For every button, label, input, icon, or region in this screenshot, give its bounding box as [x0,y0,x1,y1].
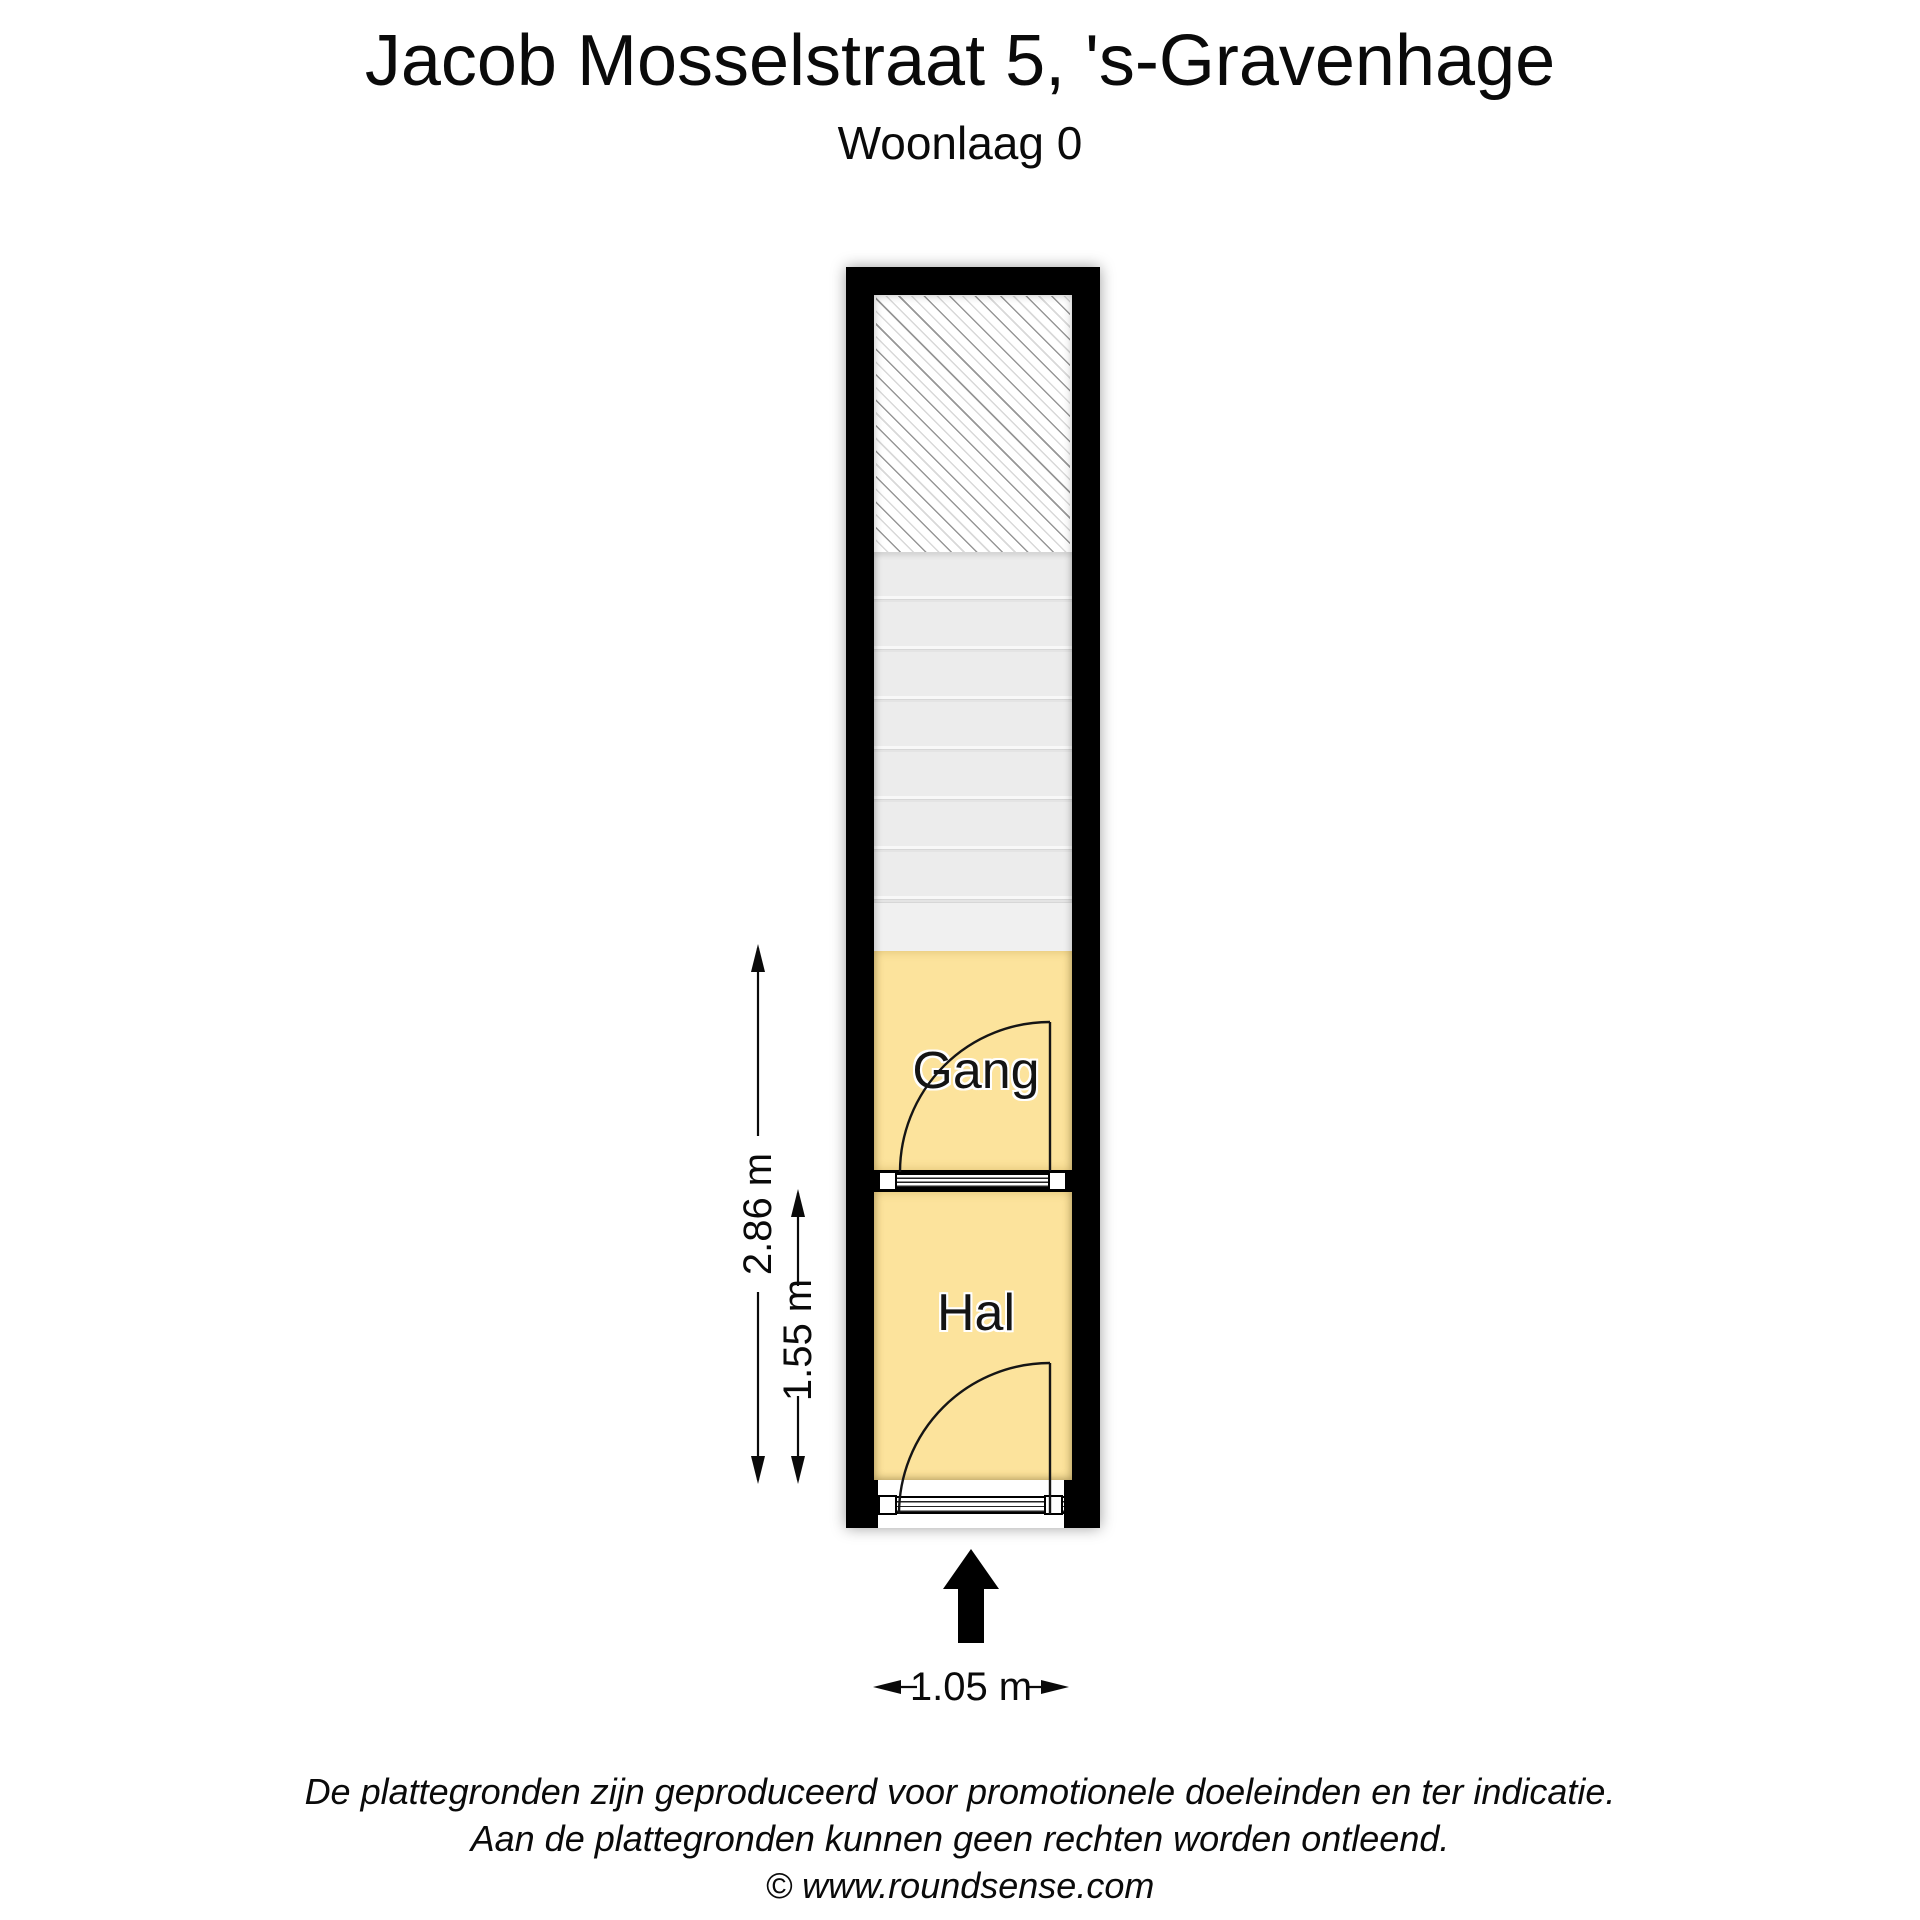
page-title: Jacob Mosselstraat 5, 's-Gravenhage [364,21,1556,101]
void-hatch-area [876,296,1070,552]
dimension-label-hal-height: 1.55 m [776,1278,820,1402]
entrance-arrow-icon [943,1549,999,1643]
entrance-threshold [880,1496,1064,1514]
disclaimer-line-1: De plattegronden zijn geproduceerd voor promotionele doeleinden en ter indicatie. [304,1771,1616,1812]
dimension-label-width: 1.05 m [909,1665,1033,1709]
room-label-gang: Gang [912,1042,1040,1100]
staircase-landing [874,902,1072,952]
disclaimer-line-2: Aan de plattegronden kunnen geen rechten worden ontleend. [470,1818,1450,1859]
entrance-jamb-right [1044,1495,1063,1515]
dimension-label-overall-height: 2.86 m [736,1152,780,1276]
threshold-gang-hal [880,1173,1066,1189]
door-jamb-left [878,1171,897,1191]
door-jamb-right [1048,1171,1067,1191]
wall-top [846,267,1100,295]
room-label-hal: Hal [936,1284,1016,1342]
staircase [874,552,1072,951]
disclaimer [0,1768,1920,1909]
wall-bottom-right [1064,1480,1100,1528]
entrance-jamb-left [878,1495,897,1515]
floor-subtitle: Woonlaag 0 [837,117,1083,169]
wall-bottom-left [846,1480,878,1528]
disclaimer-line-3: © www.roundsense.com [765,1865,1155,1906]
